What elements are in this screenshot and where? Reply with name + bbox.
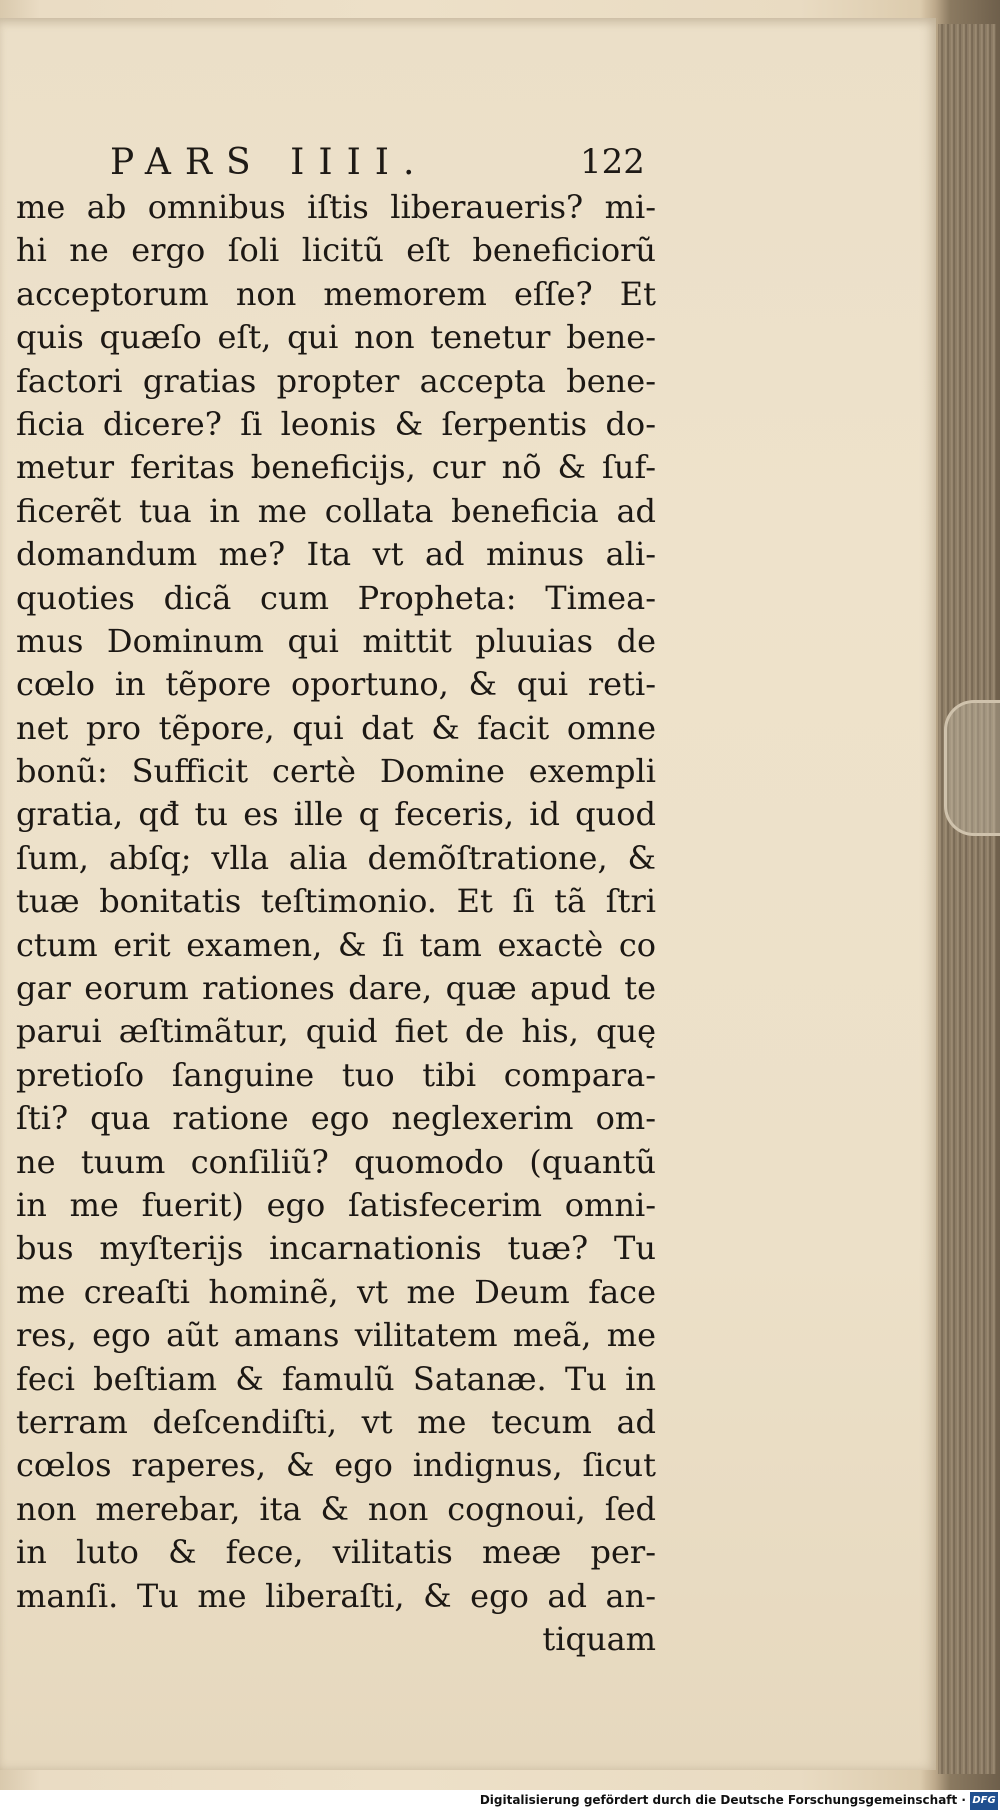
- book-page: [0, 18, 938, 1770]
- catchword: tiquam: [542, 1619, 656, 1658]
- text-line: non merebar, ita & non cognoui, ſed: [16, 1489, 656, 1528]
- folio-number: 122: [580, 142, 645, 182]
- text-line: in luto & fece, vilitatis meæ per-: [16, 1533, 656, 1572]
- book-clasp: [944, 700, 1000, 836]
- text-line: parui æſtimãtur, quid fiet de his, quę: [16, 1012, 656, 1051]
- text-line: hi ne ergo ſoli licitũ eſt beneficiorũ: [16, 231, 656, 270]
- text-line: ctum erit examen, & ſi tam exactè co: [16, 925, 656, 964]
- text-line: ne tuum conſiliũ? quomodo (quantũ: [16, 1142, 656, 1181]
- text-line: quis quæſo eſt, qui non tenetur bene-: [16, 318, 656, 357]
- text-line: factori gratias propter accepta bene-: [16, 361, 656, 400]
- funding-credit: Digitalisierung gefördert durch die Deutsche Forschungsgemeinschaft ·: [479, 1793, 966, 1807]
- text-line: pretioſo ſanguine tuo tibi compara-: [16, 1055, 656, 1094]
- digitization-footer: [0, 1790, 1000, 1813]
- dfg-logo-icon: DFG: [970, 1792, 998, 1810]
- text-line: me creaſti hominẽ, vt me Deum face: [16, 1272, 656, 1311]
- text-line: res, ego aũt amans vilitatem meã, me: [16, 1316, 656, 1355]
- text-line: bus myſterijs incarnationis tuæ? Tu: [16, 1229, 656, 1268]
- text-line: manſi. Tu me liberaſti, & ego ad an-: [16, 1576, 656, 1615]
- text-line: mus Dominum qui mittit pluuias de: [16, 621, 656, 660]
- text-line: metur feritas beneficijs, cur nõ & ſuf-: [16, 448, 656, 487]
- text-line: cœlo in tẽpore oportuno, & qui reti-: [16, 665, 656, 704]
- text-line: quoties dicã cum Propheta: Timea-: [16, 578, 656, 617]
- text-line: tuæ bonitatis teſtimonio. Et ſi tã ſtri: [16, 882, 656, 921]
- text-line: feci beſtiam & famulũ Satanæ. Tu in: [16, 1359, 656, 1398]
- body-text: [16, 186, 656, 1661]
- text-line: domandum me? Ita vt ad minus ali-: [16, 535, 656, 574]
- page-header: [110, 142, 670, 182]
- text-line: ficia dicere? ſi leonis & ſerpentis do-: [16, 404, 656, 443]
- running-head: PARS IIII.: [110, 142, 429, 183]
- text-line: in me fuerit) ego ſatisfecerim omni-: [16, 1185, 656, 1224]
- text-line: ſum, abſq; vlla alia demõſtratione, &: [16, 838, 656, 877]
- text-line: cœlos raperes, & ego indignus, ſicut: [16, 1446, 656, 1485]
- text-line: terram deſcendiſti, vt me tecum ad: [16, 1402, 656, 1441]
- text-line: gratia, qđ tu es ille q feceris, id quod: [16, 795, 656, 834]
- text-line: gar eorum rationes dare, quæ apud te: [16, 969, 656, 1008]
- text-line: net pro tẽpore, qui dat & facit omne: [16, 708, 656, 747]
- text-line: acceptorum non memorem eſſe? Et: [16, 274, 656, 313]
- page-edges: [938, 24, 996, 1774]
- text-line: ficerẽt tua in me collata beneficia ad: [16, 491, 656, 530]
- text-line: ſti? qua ratione ego neglexerim om-: [16, 1099, 656, 1138]
- text-line: bonũ: Sufficit certè Domine exempli: [16, 752, 656, 791]
- text-line: me ab omnibus iſtis liberaueris? mi-: [16, 188, 656, 226]
